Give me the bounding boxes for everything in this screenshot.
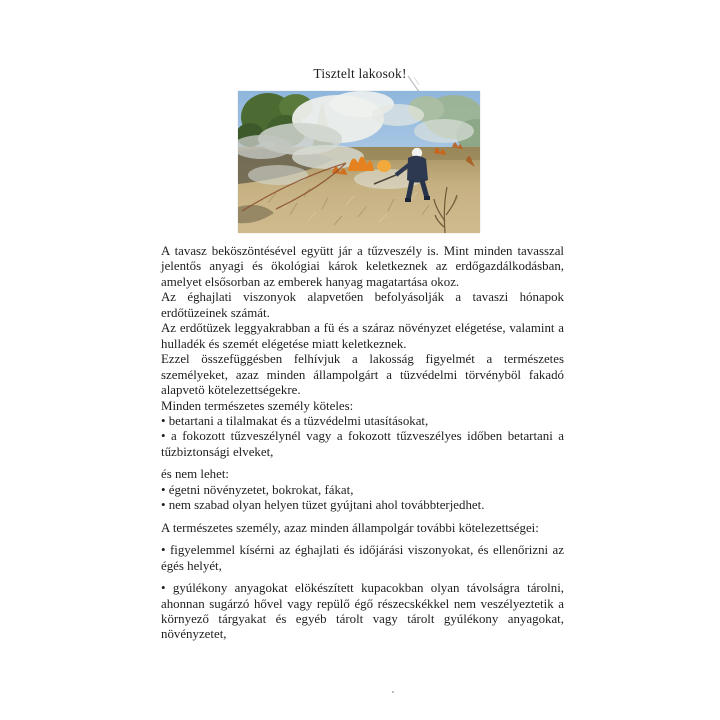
paragraph-climate: Az éghajlati viszonyok alapvetően befolyásolják a tavaszi hónapok erdőtüzeinek számát. <box>161 290 564 320</box>
list-heading-duties: Minden természetes személy köteles: <box>161 398 354 413</box>
scan-speck <box>392 691 394 693</box>
body-text <box>161 244 564 643</box>
bullet-store-flammables: • gyúlékony anyagokat elökészített kupacokban olyan távolságra tárolni, ahonnan sugárzó hővel vagy repülő égő részecskékkel nem veszélyeztetik a környező tárgyakat és egyéb tárolt vagy tárolt gyúlékony anyagokat, növényzetet, <box>161 581 564 642</box>
page-title: Tisztelt lakosok! <box>313 66 407 81</box>
paragraph-obligations-intro: Ezzel összefüggésben felhívjuk a lakosság figyelmét a természetes személyeket, azaz minden állampolgárt a tüzvédelmi törvényböl fakadó alapvetö kötelezettségekre. <box>161 352 564 398</box>
paragraph-causes: Az erdőtüzek leggyakrabban a fü és a száraz növényzet elégetése, valamint a hulladék és szemét elégetése miatt keletkeznek. <box>161 321 564 351</box>
bullet-follow-rules: • betartani a tilalmakat és a tüzvédelmi utasításokat, <box>161 413 429 428</box>
fire-photo-graphic <box>238 91 480 233</box>
list-heading-prohibitions: és nem lehet: <box>161 467 230 482</box>
bullet-fire-safety: • a fokozott tűzveszélynél vagy a fokozott tűzveszélyes időben betartani a tűzbiztonsági elveket, <box>161 429 564 459</box>
bullet-no-spreading-fire: • nem szabad olyan helyen tüzet gyújtani ahol továbbterjedhet. <box>161 498 485 513</box>
bullet-no-burning: • égetni növényzetet, bokrokat, fákat, <box>161 482 354 497</box>
bullet-monitor-weather: • figyelemmel kísérni az éghajlati és időjárási viszonyokat, és ellenőrizni az égés helyét, <box>161 543 564 573</box>
fire-photo <box>238 91 480 233</box>
paragraph-further-duties: A természetes személy, azaz minden állampolgár további kötelezettségei: <box>161 520 539 535</box>
paragraph-intro: A tavasz beköszöntésével együtt jár a tűzveszély is. Mint minden tavasszal jelentős anyagi és ökológiai károk keletkeznek az erdőgazdálkodásban, amelyet elsősorban az emberek hanyag magatartása okoz. <box>161 244 564 289</box>
